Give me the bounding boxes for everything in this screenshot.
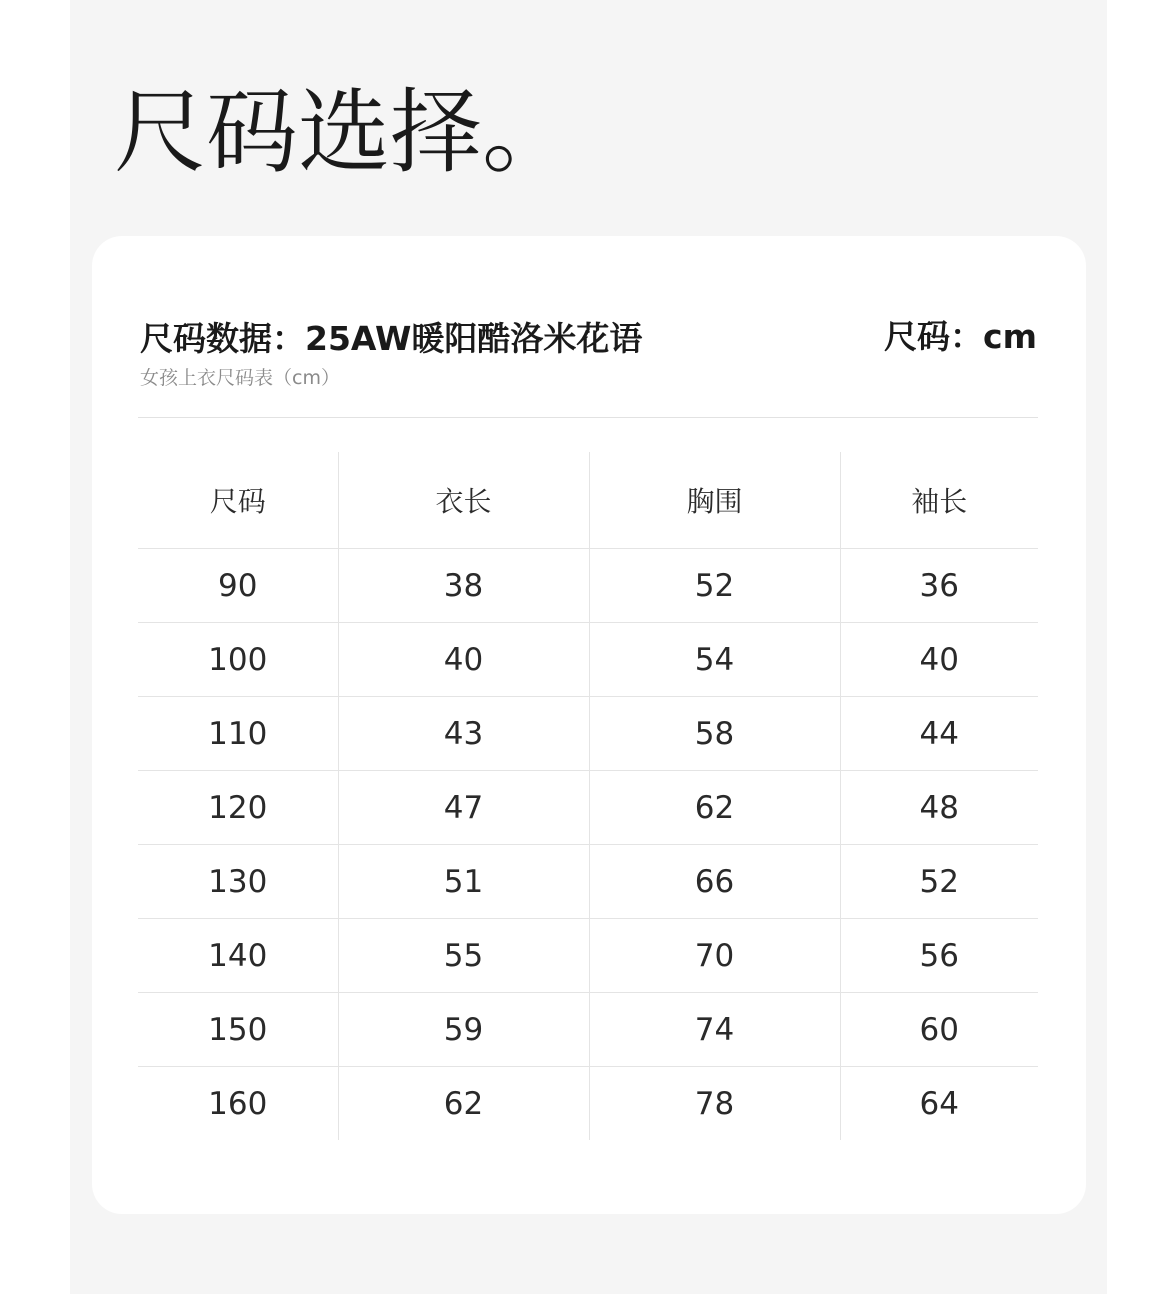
cell-sleeve: 60: [840, 993, 1038, 1067]
table-row: [138, 1067, 1038, 1141]
table-row: [138, 919, 1038, 993]
cell-size: 160: [208, 1085, 268, 1122]
size-chart-subtitle: 女孩上衣尺码表（cm）: [140, 367, 340, 389]
cell-chest: 78: [589, 1067, 840, 1141]
header-divider: [138, 417, 1038, 418]
cell-sleeve: 64: [840, 1067, 1038, 1141]
column-header-chest: 胸围: [589, 452, 840, 549]
size-chart-title: 尺码数据：25AW暖阳酷洛米花语: [140, 319, 643, 358]
cell-chest: 66: [589, 845, 840, 919]
cell-size: 150: [138, 993, 338, 1067]
table-header-row: [138, 452, 1038, 549]
cell-chest: 62: [589, 771, 840, 845]
cell-chest: 74: [589, 993, 840, 1067]
column-header-sleeve: 袖长: [840, 452, 1038, 549]
cell-length: 55: [338, 919, 589, 993]
cell-sleeve: 44: [840, 697, 1038, 771]
size-chart-unit: 尺码：cm: [884, 317, 1037, 356]
column-header-size: 尺码: [138, 452, 338, 549]
page-title: 尺码选择。: [114, 79, 575, 186]
cell-sleeve: 36: [840, 549, 1038, 623]
cell-chest: 58: [589, 697, 840, 771]
cell-chest: 52: [589, 549, 840, 623]
cell-sleeve: 48: [840, 771, 1038, 845]
cell-length: 62: [338, 1067, 589, 1141]
cell-length: 59: [338, 993, 589, 1067]
cell-sleeve: 52: [840, 845, 1038, 919]
table-row: [138, 845, 1038, 919]
cell-length: 43: [338, 697, 589, 771]
cell-length: 40: [338, 623, 589, 697]
cell-length: 38: [338, 549, 589, 623]
cell-size: 120: [138, 771, 338, 845]
cell-chest: 54: [589, 623, 840, 697]
cell-size: 110: [138, 697, 338, 771]
cell-sleeve: 56: [840, 919, 1038, 993]
table-row: [138, 549, 1038, 623]
cell-size: 100: [138, 623, 338, 697]
cell-size: 140: [138, 919, 338, 993]
table-row: [138, 697, 1038, 771]
cell-length: 51: [338, 845, 589, 919]
table-row: [138, 623, 1038, 697]
cell-size: 130: [138, 845, 338, 919]
table-row: [138, 771, 1038, 845]
cell-size: 90: [138, 549, 338, 623]
cell-sleeve: 40: [840, 623, 1038, 697]
table-row: [138, 993, 1038, 1067]
cell-length: 47: [338, 771, 589, 845]
size-table: [138, 452, 1038, 1140]
column-header-length: 衣长: [338, 452, 589, 549]
cell-chest: 70: [589, 919, 840, 993]
